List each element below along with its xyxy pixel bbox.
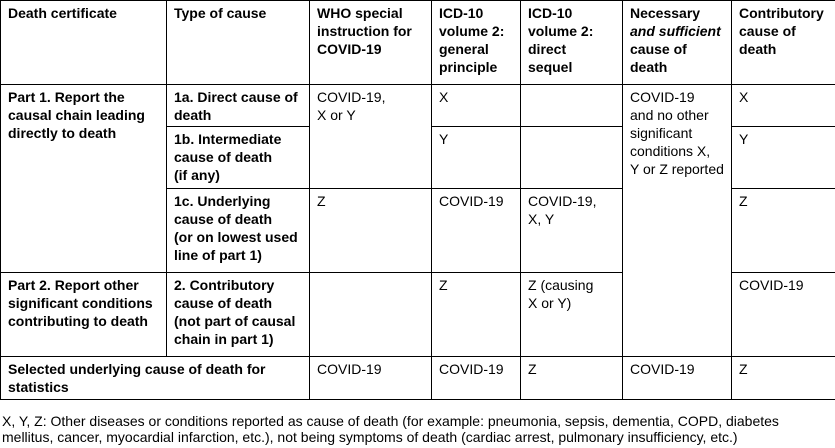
cause-type-1c: 1c. Underlying cause of death (or on lowest used line of part 1) (167, 189, 310, 273)
direct-1c: COVID-19, X, Y (521, 189, 623, 273)
header-type-of-cause: Type of cause (167, 1, 310, 85)
cause-type-1a: 1a. Direct cause of death (167, 85, 310, 127)
header-who-instruction: WHO special instruction for COVID-19 (310, 1, 432, 85)
contributory-1b: Y (732, 127, 835, 189)
footnote-line-2: mellitus, cancer, myocardial infarction, etc.), not being symptoms of death (cardiac arrest, pulmonary insufficiency, etc.) (2, 429, 738, 445)
footnote-line-1: X, Y, Z: Other diseases or conditions reported as cause of death (for example: pneumonia, sepsis, dementia, COPD, diabetes (2, 413, 779, 429)
general-2: Z (432, 273, 521, 357)
contributory-2: COVID-19 (732, 273, 835, 357)
table-row-selected (1, 357, 835, 400)
part2-label: Part 2. Report other significant conditions contributing to death (1, 273, 167, 357)
who-1c: Z (310, 189, 432, 273)
part1-label: Part 1. Report the causal chain leading directly to death (1, 85, 167, 273)
selected-general: COVID-19 (432, 357, 521, 400)
selected-who: COVID-19 (310, 357, 432, 400)
necessary-sufficient-cell: COVID-19 and no other significant conditions X, Y or Z reported (623, 85, 732, 357)
general-1c: COVID-19 (432, 189, 521, 273)
general-1b: Y (432, 127, 521, 189)
selected-contributory: Z (732, 357, 835, 400)
table-row-1a (1, 85, 835, 127)
contributory-1c: Z (732, 189, 835, 273)
direct-2: Z (causing X or Y) (521, 273, 623, 357)
contributory-1a: X (732, 85, 835, 127)
who-2 (310, 273, 432, 357)
general-1a: X (432, 85, 521, 127)
footnote (2, 413, 835, 445)
who-1a-1b: COVID-19, X or Y (310, 85, 432, 189)
selected-underlying-label: Selected underlying cause of death for statistics (1, 357, 310, 400)
header-contributory-cause: Contributory cause of death (732, 1, 835, 85)
cause-type-1b: 1b. Intermediate cause of death (if any) (167, 127, 310, 189)
header-icd10-general-principle: ICD-10 volume 2: general principle (432, 1, 521, 85)
header-row (1, 1, 835, 85)
cause-type-2: 2. Contributory cause of death (not part of causal chain in part 1) (167, 273, 310, 357)
direct-1a (521, 85, 623, 127)
header-death-certificate: Death certificate (1, 1, 167, 85)
header-icd10-direct-sequel: ICD-10 volume 2: direct sequel (521, 1, 623, 85)
header-necessary-sufficient: Necessary and sufficient cause of death (623, 1, 732, 85)
selected-direct: Z (521, 357, 623, 400)
selected-necessary: COVID-19 (623, 357, 732, 400)
direct-1b (521, 127, 623, 189)
